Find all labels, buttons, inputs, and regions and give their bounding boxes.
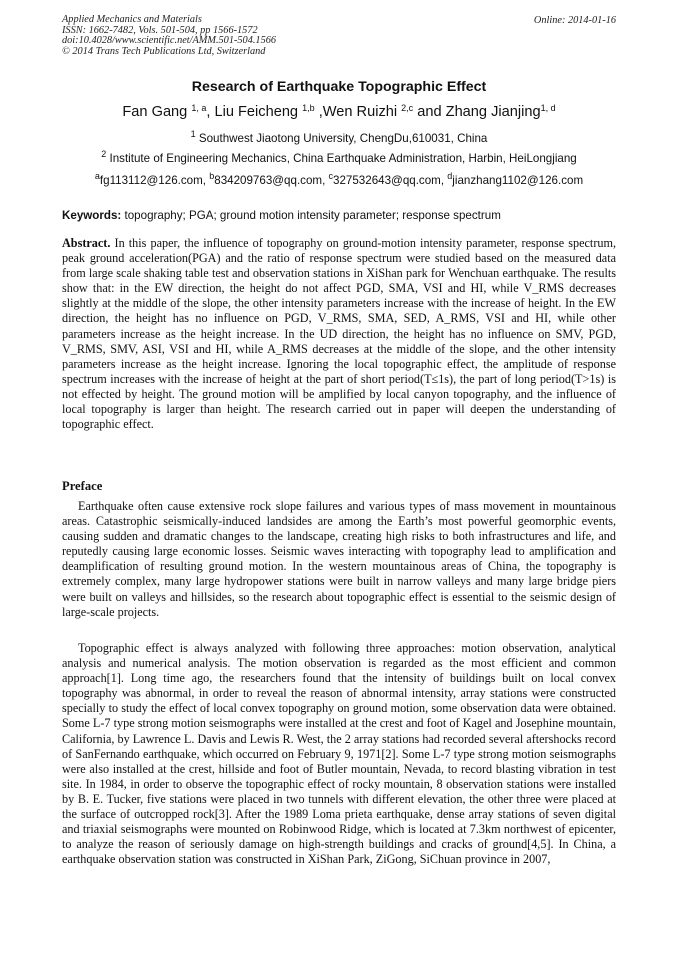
author-affiliation-mark: 2,c	[401, 103, 414, 113]
email-mark: b	[209, 171, 215, 181]
author-name: Liu Feicheng	[214, 104, 299, 120]
affiliation-mark: 1	[190, 129, 196, 139]
preface-paragraph-1: Earthquake often cause extensive rock slope failures and various types of mass movement in mountainous areas. Catastrophic seismically-induced landsides are among the Earth’s most powerful geomorphic events, causing sudden and dramatic changes to the landscape, creating high risks to both infrastructures and life, and reputedly causing large economic losses. Seismic waves interacting with topography lead to amplification and deamplification of resulting ground motion. In the western mountainous areas of China, the topography is extremely complex, many large hydropower stations were built in narrow valleys and many large bridge piers were built on valleys and hillsides, so the research about topographic effect is essential to the seismic design of large-scale projects.	[62, 499, 616, 619]
section-heading-preface: Preface	[62, 479, 103, 493]
email-link[interactable]: fg113112@126.com,	[99, 174, 210, 187]
abstract	[62, 236, 616, 432]
author-affiliation-mark: 1,b	[302, 103, 315, 113]
author-name: Wen Ruizhi	[322, 104, 398, 120]
paper-title: Research of Earthquake Topographic Effect	[191, 79, 487, 95]
author-list: Fan Gang $^{1, a}$, Liu Feicheng $^{1,b}$ ,Wen Ruizhi $^{2,c}$ and Zhang Jianjing$^{1, d}$	[122, 103, 556, 120]
copyright-line: © 2014 Trans Tech Publications Ltd, Switzerland	[62, 45, 266, 57]
keywords	[62, 209, 618, 222]
author-emails	[0, 171, 678, 187]
email-link[interactable]: jianzhang1102@126.com	[452, 174, 584, 187]
email-mark: d	[447, 171, 453, 181]
journal-name: Applied Mechanics and Materials	[62, 14, 202, 25]
affiliation-mark: 2	[101, 149, 107, 159]
affiliation-text: Institute of Engineering Mechanics, China Earthquake Administration, Harbin, HeiLongjiang	[109, 152, 577, 165]
email-mark: c	[328, 171, 334, 181]
author-name: Fan Gang	[122, 104, 188, 120]
issn-line: ISSN: 1662-7482, Vols. 501-504, pp 1566-1572	[62, 24, 258, 36]
email-link[interactable]: 327532643@qq.com,	[333, 174, 448, 187]
abstract-label: Abstract.	[62, 236, 111, 250]
author-affiliation-mark: 1, a	[191, 103, 207, 113]
doi-line: doi:10.4028/www.scientific.net/AMM.501-504.1566	[62, 35, 277, 47]
email-link[interactable]: 834209763@qq.com,	[214, 174, 329, 187]
abstract-text: In this paper, the influence of topography on ground-motion intensity parameter, response spectrum, peak ground acceleration(PGA) and the ratio of response spectrum were studied based on the measured data from large scale shaking table test and observation stations in XiShan park for Wenchuan earthquake. The results show that: in the EW direction, the height do not affect PGD, SMA, VSI and HI, while V_RMS decreases slightly at the middle of the slope, the other intensity parameters increase with the increase of height. In the EW direction, the height has no influence on PGD, V_RMS, SMA, SED, A_RMS, VSI and HI, while other parameters increase as the height increase. In the UD direction, the height has no influence on SMV, PGD, V_RMS, SMV, ASI, VSI and HI, while A_RMS decreases at the middle of the slope, and the other intensity parameters increase as the height increase. Ignoring the local topographic effect, the amplitude of response spectrum increases with the increase of height at the part of short period(T≤1s), the part of long period(T>1s) is not effected by height. The ground motion will be amplified by local canyon topography, and the influence of local topography is larger than height. The research carried out in paper will deepen the understanding of topographic effect.	[62, 236, 616, 432]
affiliation-text: Southwest Jiaotong University, ChengDu,610031, China	[198, 132, 488, 145]
keywords-label: Keywords:	[62, 209, 122, 222]
email-mark: a	[94, 171, 100, 181]
affiliation-2	[0, 149, 678, 165]
author-name: Zhang Jianjing	[445, 104, 541, 120]
keywords-text: topography; PGA; ground motion intensity parameter; response spectrum	[121, 209, 501, 222]
online-date: Online: 2014-01-16	[533, 15, 616, 26]
author-affiliation-mark: 1, d	[540, 103, 556, 113]
publication-header	[62, 15, 276, 57]
affiliation-1	[0, 129, 678, 145]
preface-paragraph-2: Topographic effect is always analyzed with following three approaches: motion observation, analytical analysis and numerical analysis. The motion observation is regarded as the most efficient and common approach[1]. Long time ago, the researchers found that the intensity of buildings built on local convex topography was abnormal, in order to reveal the reason of abnormal intensity, array stations were constructed specially to study the effect of local convex topography on ground motion, some observation data were obtained. Some L-7 type strong motion seismographs were installed at the crest and foot of Kagel and Josephine mountain, California, by Lawrence L. Davis and Lewis R. West, the 2 array stations had recorded several aftershocks record of SanFernando earthquake, which occurred on February 9, 1971[2]. Some L-7 type strong motion seismographs were also installed at the crest, hillside and foot of Butler mountain, Nevada, to record blasting vibration in test site. In 1984, in order to observe the topographic effect of rocky mountain, 8 observation stations were installed by B. E. Tucker, five stations were placed in two tunnels with different elevation, the other three were placed at the surface of outcropped rock[3]. After the 1989 Loma prieta earthquake, dense array stations of seven digital and triaxial seismographs were mounted on Robinwood Ridge, which is located at 7.3km northwest of epicenter, to analyze the reason of seriously damage on high-strength buildings and cracks of ground[4,5]. In China, a earthquake observation station was constructed in XiShan Park, ZiGong, SiChuan province in 2007,	[62, 641, 616, 867]
